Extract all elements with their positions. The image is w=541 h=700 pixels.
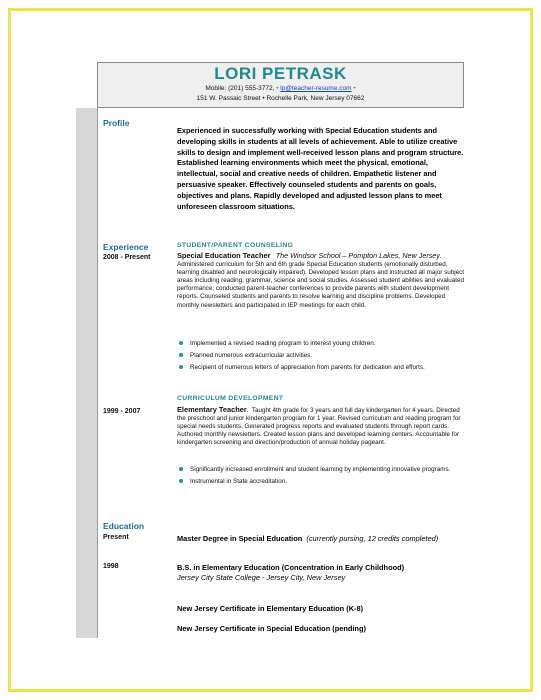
- job-entry: Elementary Teacher. Taught 4th grade for 3 years and full day kindergarten for 4 years. Directed the preschool and junior kindergarten program for 1 year. Revised curriculum and reading program for special needs students. Generated progress reports and evaluated students through report cards. Authored monthly newsletters. Created lesson plans and developed learning centers. Accountable for kindergarten screening and direction/production of annual holiday pageant.: [177, 405, 461, 447]
- education-date: Present: [103, 534, 129, 541]
- certificate: New Jersey Certificate in Special Education (pending): [177, 624, 366, 633]
- email-link[interactable]: lp@teacher-resume.com: [280, 85, 352, 92]
- bullet-icon: [179, 365, 183, 369]
- job-description: Administered curriculum for 5th and 6th grade Special Education students (emotionally disturbed, learning disabled and neurologically impaired). Developed lesson plans and instructed all major subject areas including reading, grammar, science and social studies. Assessed student abilities and evaluated performance; conducted parent-teacher conferences to provide parents with student development reports. Counseled students and parents to resolve learning and discipline problems. Developed monthly newsletters and participated in IEP meetings for each child.: [177, 261, 465, 309]
- education-entry: [177, 534, 467, 544]
- job-achievements: [177, 466, 469, 486]
- job-description: Taught 4th grade for 3 years and full day kindergarten for 4 years. Directed the preschool and junior kindergarten program for 1 year. Revised curriculum and reading program for special needs students. Generated progress reports and evaluated students through report cards. Authored monthly newsletters. Created lesson plans and developed learning centers. Accountable for kindergarten screening and direction/production of annual holiday pageant.: [177, 407, 461, 447]
- section-title-education: Education: [103, 521, 145, 531]
- resume-name: LORI PETRASK: [214, 64, 347, 83]
- mobile-number: Mobile: (201) 555-3772,: [205, 85, 275, 92]
- bullet-icon: [179, 353, 183, 357]
- education-note: (currently pursing, 12 credits completed): [306, 534, 439, 543]
- list-item: Implemented a revised reading program to interest young children.: [177, 340, 469, 348]
- education-degree: Master Degree in Special Education: [177, 534, 303, 543]
- list-item: Significantly increased enrollment and student learning by implementing innovative programs.: [177, 466, 469, 474]
- profile-text: Experienced in successfully working with Special Education students and developing skills in students at all levels of achievement. Able to utilize creative skills to design and implement well-received lesson plans and program structure. Established learning environments which meet the physical, emotional, intellectual, social and creative needs of children. Empathetic listener and persuasive speaker. Effectively counseled students and parents on goals, objectives and plans. Rapidly developed and adjusted lesson plans to meet unforeseen classroom situations.: [177, 126, 464, 211]
- section-title-experience: Experience: [103, 242, 149, 252]
- section-title-profile: Profile: [103, 118, 130, 128]
- bullet-icon: [179, 479, 183, 483]
- job-dates: 2008 - Present: [103, 254, 151, 261]
- list-item: Planned numerous extracurricular activities.: [177, 352, 469, 360]
- bullet-separator: •: [351, 85, 356, 92]
- education-entry: [177, 563, 467, 582]
- list-item: Instrumental in State accreditation.: [177, 478, 469, 486]
- job-role: Special Education Teacher: [177, 251, 271, 260]
- job-role: Elementary Teacher: [177, 405, 247, 414]
- left-sidebar-bar: [76, 108, 98, 638]
- education-date: 1998: [103, 563, 119, 570]
- address-line: 151 W. Passaic Street • Rochelle Park, New Jersey 07662: [196, 95, 365, 102]
- contact-line: [97, 85, 464, 92]
- job-entry: Special Education Teacher The Windsor School – Pompton Lakes, New Jersey. Administered curriculum for 5th and 6th grade Special Education students (emotionally disturbed, learning disabled and neurologically impaired). Developed lesson plans and instructed all major subject areas including reading, grammar, science and social studies. Assessed student abilities and evaluated performance; conducted parent-teacher conferences to provide parents with student development reports. Counseled students and parents to resolve learning and discipline problems. Developed monthly newsletters and participated in IEP meetings for each child.: [177, 251, 465, 309]
- job-category: STUDENT/PARENT COUNSELING: [177, 242, 294, 249]
- education-degree: B.S. in Elementary Education (Concentration in Early Childhood): [177, 563, 405, 572]
- education-school: Jersey City State College - Jersey City, New Jersey: [177, 572, 346, 582]
- education-entry: [177, 624, 467, 634]
- job-category: CURRICULUM DEVELOPMENT: [177, 395, 284, 402]
- job-employer: The Windsor School – Pompton Lakes, New Jersey: [275, 251, 440, 260]
- education-entry: [177, 604, 467, 614]
- bullet-icon: [179, 341, 183, 345]
- certificate: New Jersey Certificate in Elementary Education (K-8): [177, 604, 364, 613]
- bullet-icon: [179, 467, 183, 471]
- list-item: Recipient of numerous letters of appreciation from parents for dedication and efforts.: [177, 364, 469, 372]
- job-dates: 1999 - 2007: [103, 408, 141, 415]
- job-achievements: [177, 340, 469, 373]
- bullet-separator: •: [276, 85, 281, 92]
